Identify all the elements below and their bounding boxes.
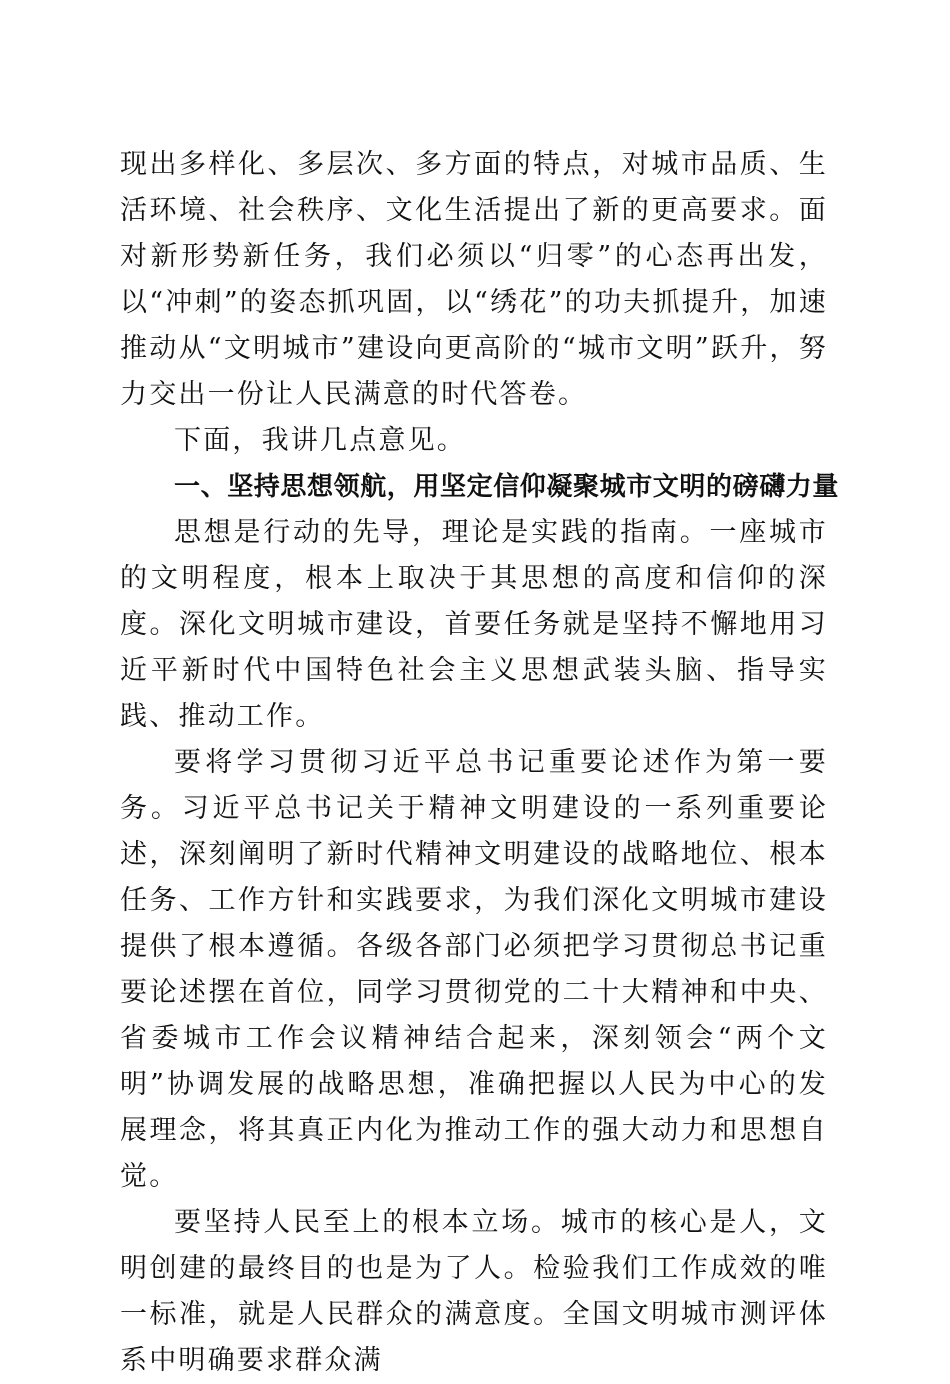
- document-body: [120, 142, 840, 1384]
- paragraph-thought-guidance: 思想是行动的先导，理论是实践的指南。一座城市的文明程度，根本上取决于其思想的高度和信仰的深度。深化文明城市建设，首要任务就是坚持不懈地用习近平新时代中国特色社会主义思想武装头脑、指导实践、推动工作。: [120, 517, 828, 732]
- paragraph-study-discourse: 要将学习贯彻习近平总书记重要论述作为第一要务。习近平总书记关于精神文明建设的一系列重要论述，深刻阐明了新时代精神文明建设的战略地位、根本任务、工作方针和实践要求，为我们深化文明城市建设提供了根本遵循。各级各部门必须把学习贯彻总书记重要论述摆在首位，同学习贯彻党的二十大精神和中央、省委城市工作会议精神结合起来，深刻领会“两个文明”协调发展的战略思想，准确把握以人民为中心的发展理念，将其真正内化为推动工作的强大动力和思想自觉。: [120, 747, 828, 1192]
- section-heading: 一、坚持思想领航，用坚定信仰凝聚城市文明的磅礴力量: [174, 472, 840, 502]
- paragraph-continuation: 现出多样化、多层次、多方面的特点，对城市品质、生活环境、社会秩序、文化生活提出了新的更高要求。面对新形势新任务，我们必须以“归零”的心态再出发，以“冲刺”的姿态抓巩固，以“绣花”的功夫抓提升，加速推动从“文明城市”建设向更高阶的“城市文明”跃升，努力交出一份让人民满意的时代答卷。: [120, 149, 828, 410]
- paragraph-people-first: 要坚持人民至上的根本立场。城市的核心是人，文明创建的最终目的也是为了人。检验我们工作成效的唯一标准，就是人民群众的满意度。全国文明城市测评体系中明确要求群众满: [120, 1207, 828, 1376]
- paragraph-intro: 下面，我讲几点意见。: [174, 425, 466, 456]
